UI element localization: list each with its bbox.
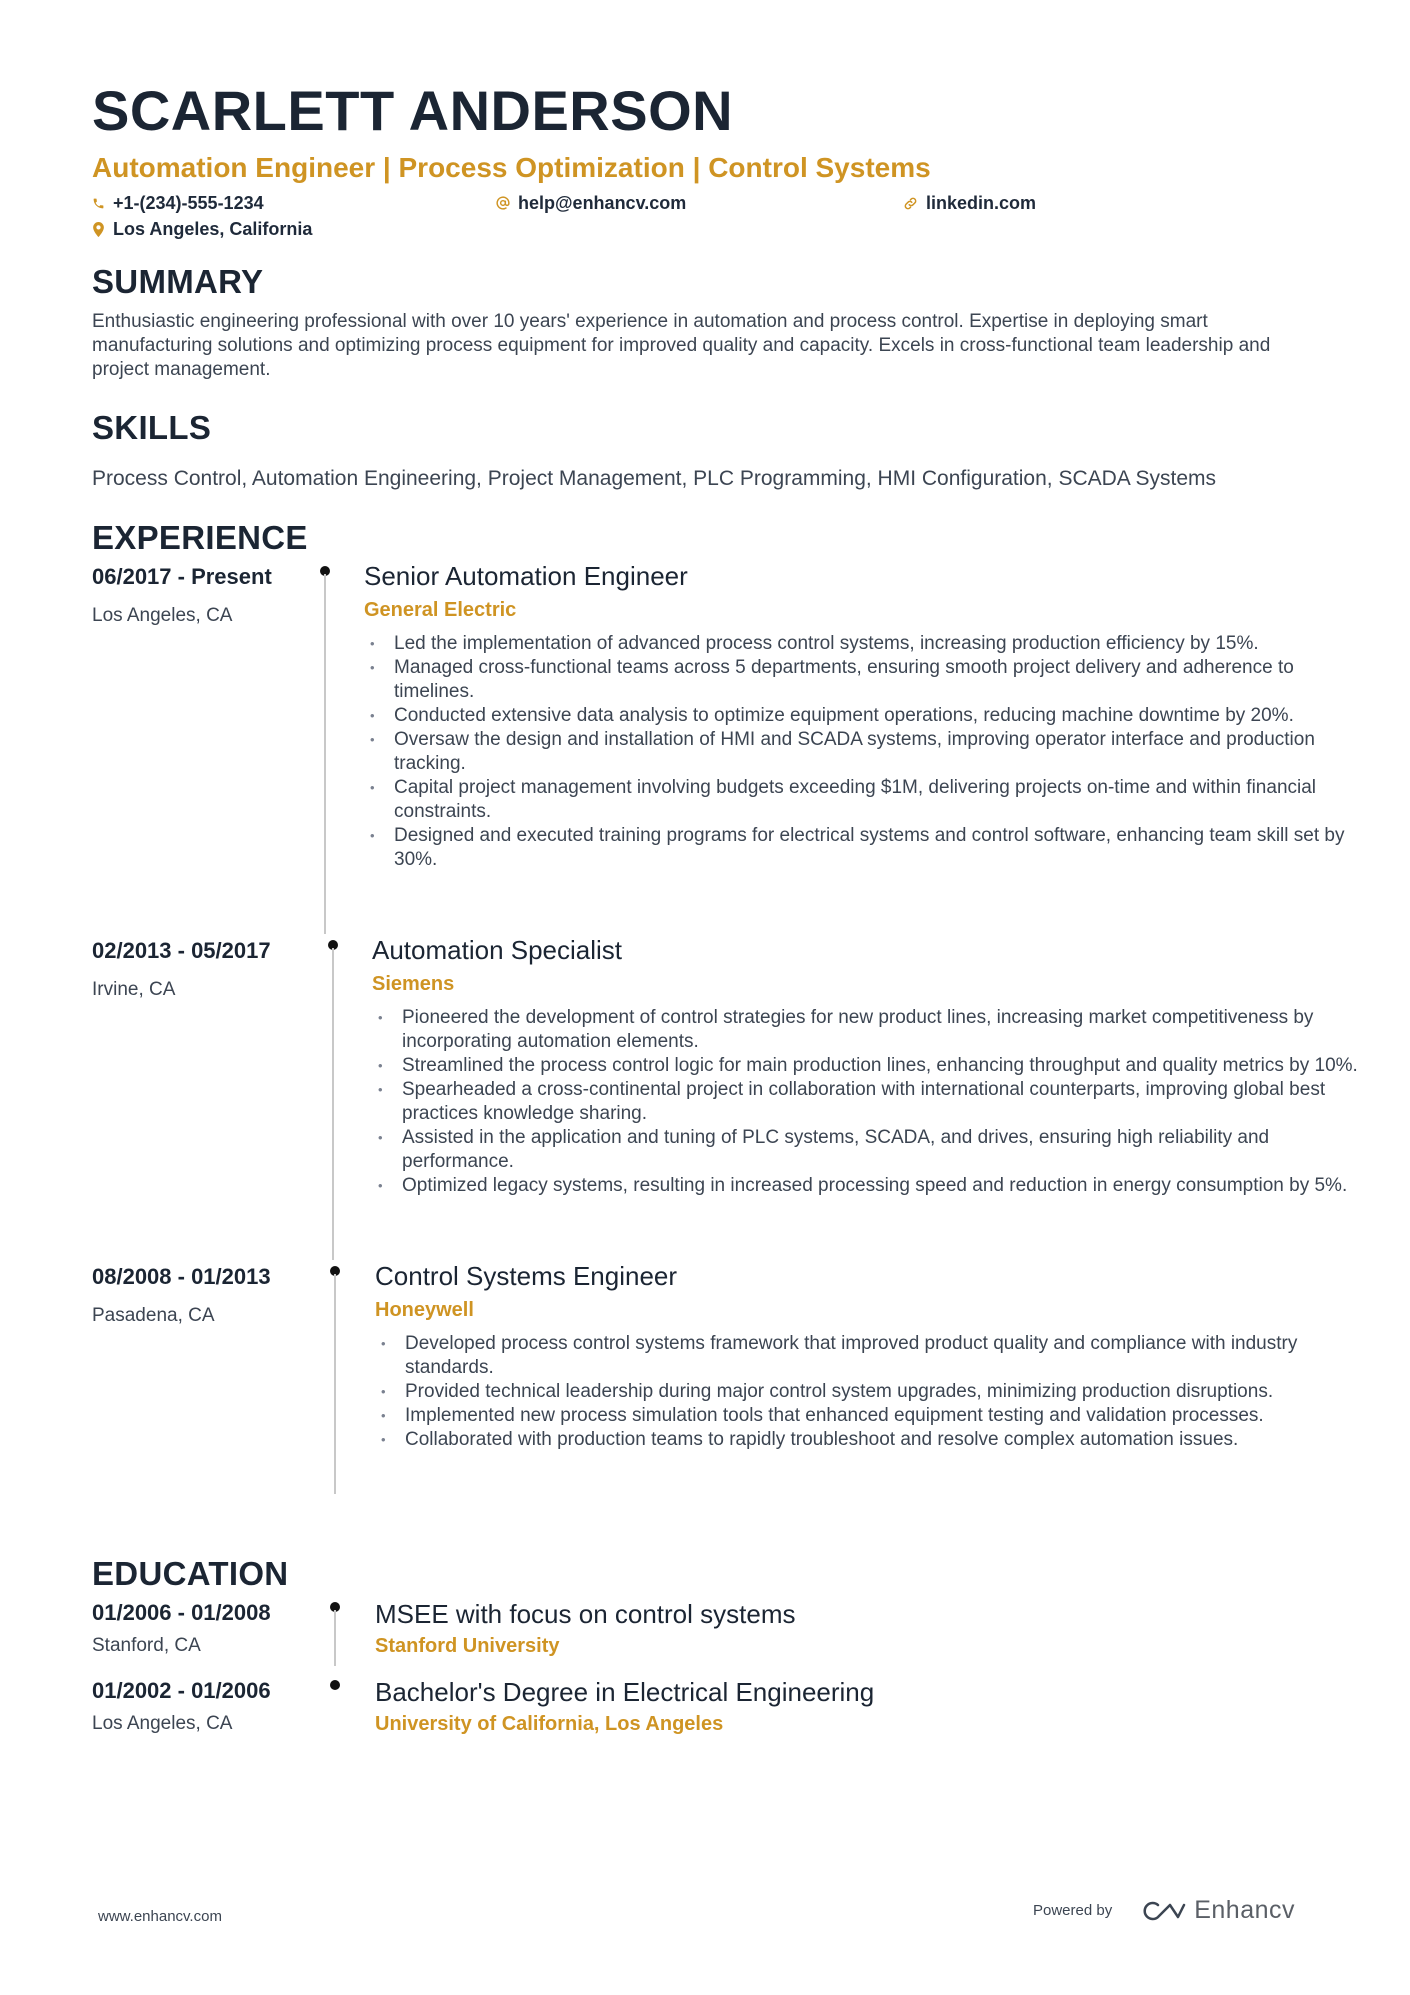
entry-location: Stanford, CA: [92, 1635, 201, 1656]
degree-title: MSEE with focus on control systems: [375, 1599, 796, 1629]
entry-role: Automation Specialist: [372, 935, 623, 965]
entry-dates: 08/2008 - 01/2013: [92, 1264, 271, 1289]
education-title: EDUCATION: [92, 1555, 289, 1592]
bullet-item: • Developed process control systems framework that improved product quality and compliance with industry standards.: [375, 1332, 1375, 1380]
entry-location: Los Angeles, CA: [92, 1713, 233, 1734]
timeline-line: [334, 1274, 336, 1494]
footer-website[interactable]: www.enhancv.com: [98, 1908, 222, 1925]
bullet-item: • Oversaw the design and installation of HMI and SCADA systems, improving operator interface and production tracking.: [364, 728, 1364, 776]
location-pin-icon: [92, 222, 105, 237]
location-item: [92, 218, 312, 240]
phone-text: +1-(234)-555-1234: [113, 193, 264, 213]
timeline-line: [334, 1610, 336, 1666]
timeline-line: [324, 574, 326, 934]
entry-dates: 06/2017 - Present: [92, 564, 272, 589]
timeline-line: [332, 948, 334, 1260]
bullet-item: • Optimized legacy systems, resulting in increased processing speed and reduction in energy consumption by 5%.: [372, 1174, 1372, 1198]
phone-icon: [92, 197, 105, 210]
entry-company: Siemens: [372, 973, 455, 995]
bullet-item: • Implemented new process simulation tools that enhanced equipment testing and validation processes.: [375, 1404, 1375, 1428]
powered-by-label: Powered by: [1033, 1902, 1113, 1919]
contact-row: [92, 192, 1332, 214]
experience-entry: [92, 1260, 1332, 1530]
bullet-item: • Conducted extensive data analysis to optimize equipment operations, reducing machine downtime by 20%.: [364, 704, 1364, 728]
entry-bullets: [375, 1332, 1375, 1452]
bullet-item: • Pioneered the development of control strategies for new product lines, increasing market competitiveness by incorporating automation elements.: [372, 1006, 1372, 1054]
entry-location: Irvine, CA: [92, 979, 176, 1000]
entry-location: Pasadena, CA: [92, 1305, 215, 1326]
location-text: Los Angeles, California: [113, 219, 313, 239]
linkedin-item[interactable]: [903, 192, 1036, 214]
resume-page: [92, 78, 1332, 558]
headline: Automation Engineer | Process Optimization | Control Systems: [92, 152, 931, 183]
summary-text: Enthusiastic engineering professional with over 10 years' experience in automation and process control. Expertise in deploying smart manufacturing solutions and optimizing process equipment for improved quality and capacity. Excels in cross-functional team leadership and project management.: [92, 311, 1271, 380]
entry-company: General Electric: [364, 599, 517, 621]
degree-title: Bachelor's Degree in Electrical Engineering: [375, 1677, 875, 1707]
linkedin-text[interactable]: linkedin.com: [926, 193, 1037, 213]
bullet-item: • Assisted in the application and tuning of PLC systems, SCADA, and drives, ensuring high reliability and performance.: [372, 1126, 1372, 1174]
phone-item: [92, 192, 496, 214]
enhancv-logo-icon: [1140, 1899, 1186, 1923]
bullet-item: • Provided technical leadership during major control system upgrades, minimizing production disruptions.: [375, 1380, 1375, 1404]
experience-entry: [92, 934, 1358, 1254]
entry-dates: 02/2013 - 05/2017: [92, 938, 271, 963]
skills-title: SKILLS: [92, 409, 212, 446]
link-icon: [903, 196, 918, 211]
school-name: Stanford University: [375, 1635, 560, 1657]
entry-dates: 01/2002 - 01/2006: [92, 1678, 271, 1703]
entry-bullets: [364, 632, 1364, 872]
entry-bullets: [372, 1006, 1372, 1198]
skills-text: Process Control, Automation Engineering, Project Management, PLC Programming, HMI Configuration, SCADA Systems: [92, 467, 1217, 490]
candidate-name: SCARLETT ANDERSON: [92, 79, 734, 142]
entry-dates: 01/2006 - 01/2008: [92, 1600, 271, 1625]
summary-title: SUMMARY: [92, 263, 264, 300]
bullet-item: • Streamlined the process control logic for main production lines, enhancing throughput and quality metrics by 10%.: [372, 1054, 1372, 1078]
entry-location: Los Angeles, CA: [92, 605, 233, 626]
timeline-dot: [330, 1680, 340, 1690]
entry-role: Control Systems Engineer: [375, 1261, 678, 1291]
entry-company: Honeywell: [375, 1299, 474, 1321]
bullet-item: • Led the implementation of advanced process control systems, increasing production efficiency by 15%.: [364, 632, 1364, 656]
at-icon: [496, 196, 510, 210]
footer-branding: [1033, 1896, 1295, 1925]
bullet-item: • Collaborated with production teams to rapidly troubleshoot and resolve complex automation issues.: [375, 1428, 1375, 1452]
brand-name: Enhancv: [1194, 1896, 1296, 1924]
bullet-item: • Capital project management involving budgets exceeding $1M, delivering projects on-time and within financial constraints.: [364, 776, 1364, 824]
entry-role: Senior Automation Engineer: [364, 561, 688, 591]
email-text[interactable]: help@enhancv.com: [518, 193, 687, 213]
education-entry: [92, 1598, 1332, 1676]
email-item[interactable]: [496, 192, 903, 214]
bullet-item: • Managed cross-functional teams across 5 departments, ensuring smooth project delivery and adherence to timelines.: [364, 656, 1364, 704]
bullet-item: • Designed and executed training programs for electrical systems and control software, enhancing team skill set by 30%.: [364, 824, 1364, 872]
bullet-item: • Spearheaded a cross-continental project in collaboration with international counterparts, improving global best practices knowledge sharing.: [372, 1078, 1372, 1126]
education-entry: [92, 1676, 1332, 1754]
location-row: [92, 218, 1332, 240]
school-name: University of California, Los Angeles: [375, 1713, 724, 1735]
experience-entry: [92, 560, 1345, 932]
experience-title: EXPERIENCE: [92, 519, 308, 556]
